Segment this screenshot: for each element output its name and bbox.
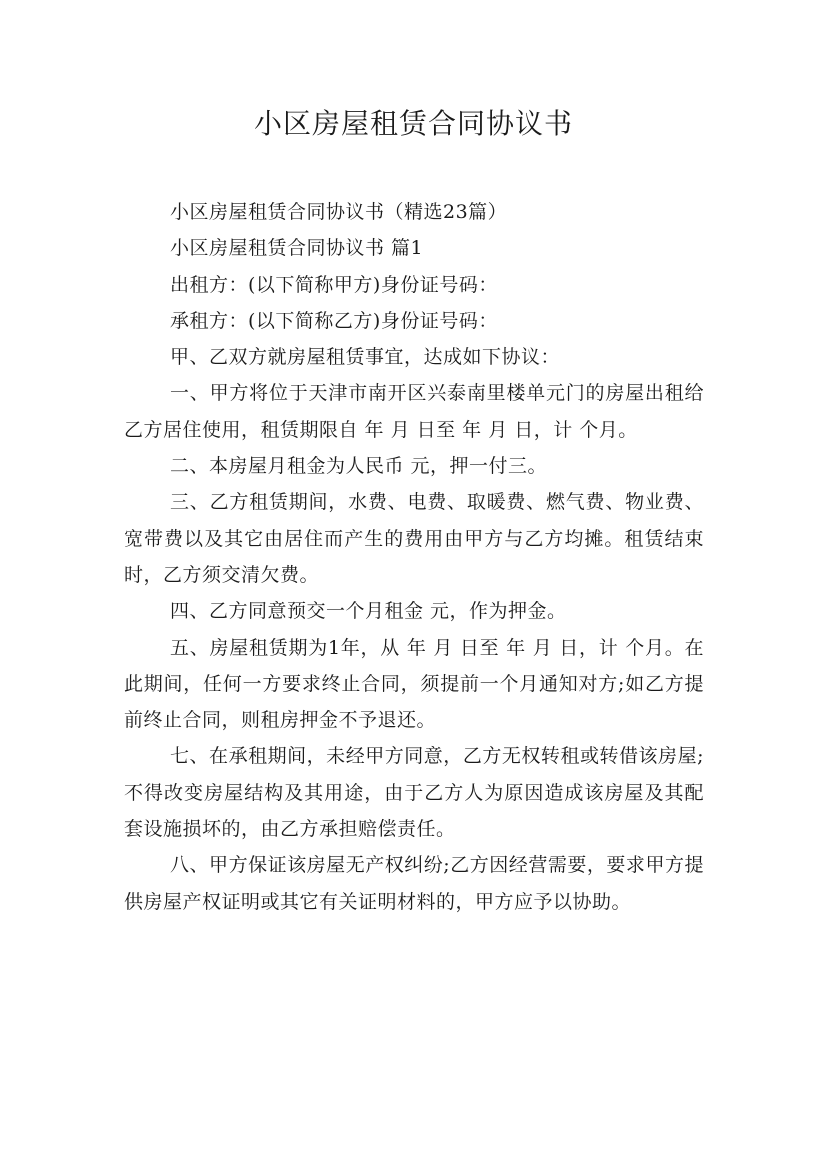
document-body: [124, 194, 704, 920]
paragraph-clause-7: 七、在承租期间，未经甲方同意，乙方无权转租或转借该房屋;不得改变房屋结构及其用途，由于乙方人为原因造成该房屋及其配套设施损坏的，由乙方承担赔偿责任。: [124, 745, 704, 841]
document-title: 小区房屋租赁合同协议书: [253, 107, 573, 140]
paragraph-lessee: 承租方：(以下简称乙方)身份证号码：: [170, 309, 498, 332]
paragraph-agreement-intro: 甲、乙双方就房屋租赁事宜，达成如下协议：: [170, 346, 561, 369]
paragraph-clause-3: 三、乙方租赁期间，水费、电费、取暖费、燃气费、物业费、宽带费以及其它由居住而产生的费用由甲方与乙方均摊。租赁结束时，乙方须交清欠费。: [124, 491, 704, 586]
paragraph-clause-2: 二、本房屋月租金为人民币 元，押一付三。: [170, 455, 548, 478]
paragraph-collection-title: 小区房屋租赁合同协议书（精选23篇）: [170, 201, 508, 223]
paragraph-lessor: 出租方：(以下简称甲方)身份证号码：: [170, 273, 498, 296]
paragraph-clause-4: 四、乙方同意预交一个月租金 元，作为押金。: [170, 600, 567, 623]
paragraph-section-heading: 小区房屋租赁合同协议书 篇1: [170, 237, 424, 260]
paragraph-clause-8: 八、甲方保证该房屋无产权纠纷;乙方因经营需要，要求甲方提供房屋产权证明或其它有关证明材料的，甲方应予以协助。: [124, 854, 704, 913]
paragraph-clause-5: 五、房屋租赁期为1年，从 年 月 日至 年 月 日，计 个月。在此期间，任何一方要求终止合同，须提前一个月通知对方;如乙方提前终止合同，则租房押金不予退还。: [124, 636, 704, 732]
paragraph-clause-1: 一、甲方将位于天津市南开区兴泰南里楼单元门的房屋出租给乙方居住使用，租赁期限自 年 月 日至 年 月 日，计 个月。: [124, 382, 704, 441]
